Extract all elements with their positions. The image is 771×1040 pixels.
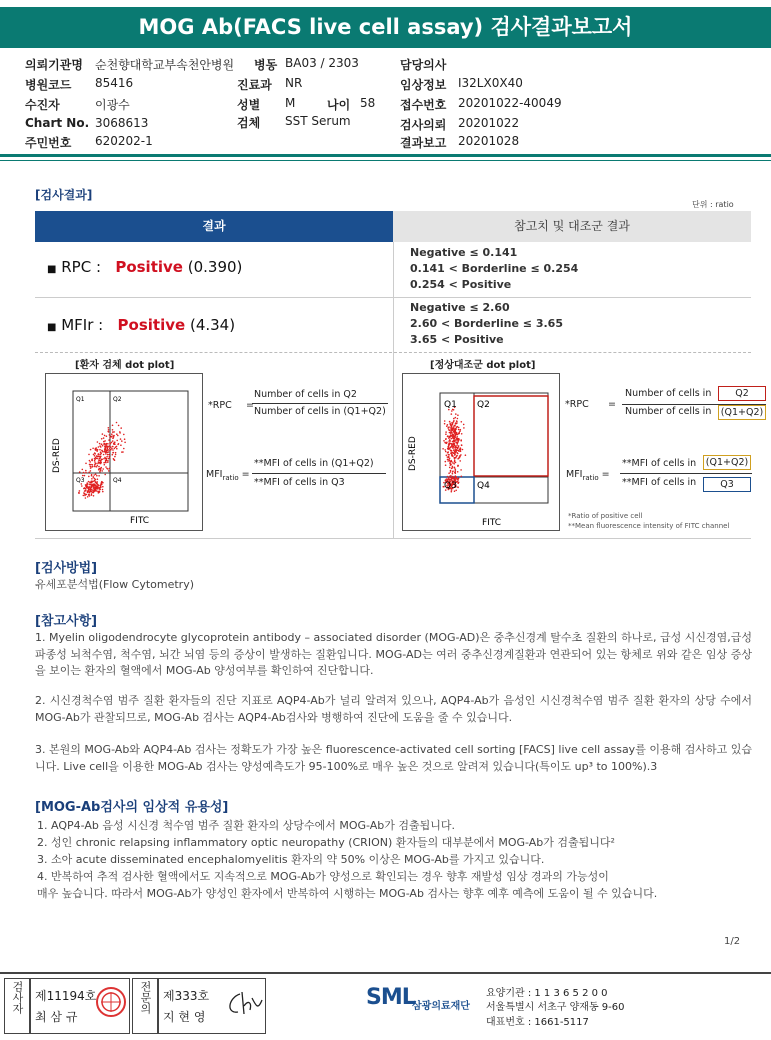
org-info-code: 요양기관 : 1 1 3 6 5 2 0 0 [486,988,608,999]
id-label: 주민번호 [25,136,72,150]
specimen-label: 검체 [237,116,261,130]
patient-rpc-label: *RPC [208,400,232,411]
clinical-title: [MOG-Ab검사의 임상적 유용성] [35,800,229,815]
age-value: 58 [360,96,376,110]
doctor-number: 제333호 [163,989,210,1003]
tester-label: 검사자 [11,981,24,1014]
rpc-ref-negative: Negative ≤ 0.141 [410,246,518,259]
rpc-label: RPC [61,258,92,276]
mfi-value: (4.34) [189,316,236,334]
control-q1-label: Q1 [444,400,457,410]
request-label: 검사의뢰 [400,118,447,132]
notes-title: [참고사항] [35,614,98,629]
note-mfi: **Mean fluorescence intensity of FITC channel [568,522,730,530]
patient-rpc-eq: = [246,400,254,411]
mfi-result: ■ MFIr : Positive (4.34) [47,316,236,334]
sex-label: 성별 [237,98,261,112]
patient-y-axis-label: DS-RED [52,438,62,473]
patient-rpc-numerator: Number of cells in Q2 [254,389,357,400]
tester-number: 제11194호 [35,989,97,1003]
method-text: 유세포분석법(Flow Cytometry) [35,578,195,591]
mfi-ref-borderline: 2.60 < Borderline ≤ 3.65 [410,317,563,330]
patient-mfi-numerator: **MFI of cells in (Q1+Q2) [254,458,374,469]
clinical-label: 임상정보 [400,78,447,92]
footer-divider [0,972,771,974]
org-info-address: 서울특별시 서초구 양재동 9-60 [486,1002,625,1013]
patient-mfi-fraction-line [252,473,386,474]
control-mfi-q1q2-box: (Q1+Q2) [703,455,751,470]
patient-q1-label: Q1 [76,396,85,403]
clinical-item: 2. 성인 chronic relapsing inflammatory optic neuropathy (CRION) 환자들의 대부분에서 MOG-Ab가 검출됩니다² [37,836,615,849]
mfi-ref-positive: 3.65 < Positive [410,333,504,346]
report-title: MOG Ab(FACS live cell assay) 검사결과보고서 [0,7,771,48]
report-label: 결과보고 [400,136,447,150]
control-q4-label: Q4 [477,481,490,491]
patient-q3-label: Q3 [76,477,85,484]
chart-label: Chart No. [25,116,90,130]
control-q2-label: Q2 [477,400,490,410]
control-rpc-eq: = [608,399,616,410]
control-plot-title: [정상대조군 dot plot] [430,360,536,371]
control-x-axis-label: FITC [482,518,502,528]
ward-value: BA03 / 2303 [285,56,359,70]
patient-mfi-label: $MFI_{ratio}$ = [206,469,250,482]
clinical-item: 매우 높습니다. 따라서 MOG-Ab가 양성인 환자에서 반복하여 시행하는 MOG-Ab 검사는 향후 예후 예측에 도움이 될 수 있습니다. [37,887,658,900]
tester-seal [95,986,127,1018]
chart-value: 3068613 [95,116,149,130]
dept-label: 진료과 [237,78,272,92]
name-value: 이광수 [95,98,130,112]
control-mfi-denominator: **MFI of cells in [622,477,697,488]
receipt-label: 접수번호 [400,98,447,112]
hospital-value: 순천향대학교부속천안병원 [95,58,235,72]
control-rpc-numerator: Number of cells in [625,388,712,399]
rpc-value: (0.390) [187,258,243,276]
control-mfi-numerator: **MFI of cells in [622,458,697,469]
note-paragraph-2: 2. 시신경척수염 범주 질환 환자들의 진단 지표로 AQP4-Ab가 널리 알려져 있으나, AQP4-Ab가 음성인 시신경척수염 범주 질환 환자의 상당 수에서 MOG-Ab가 관찰되므로, MOG-Ab 검사는 AQP4-Ab검사와 병행하여 진단에 도움을 줄 수 있습니다. [35,694,752,724]
reference-column-header: 참고치 및 대조군 결과 [393,211,751,242]
rpc-reference [410,245,578,293]
rpc-positive: Positive [115,258,183,276]
header-divider-thin [0,160,771,161]
unit-label: 단위 : ratio [692,200,734,209]
request-value: 20201022 [458,116,520,130]
age-label: 나이 [327,98,351,112]
name-label: 수진자 [25,98,60,112]
control-rpc-label: *RPC [565,399,589,410]
patient-x-axis-label: FITC [130,516,150,526]
control-q3-box: Q3 [703,477,751,492]
sml-logo: SML [366,985,415,1010]
tester-label-box [4,978,30,1034]
results-section-title: [검사결과] [35,188,93,202]
org-info-phone: 대표번호 : 1661-5117 [486,1017,589,1028]
dept-value: NR [285,76,303,90]
clinical-value: I32LX0X40 [458,76,523,90]
code-value: 85416 [95,76,134,90]
control-y-axis-label: DS-RED [408,436,418,471]
patient-rpc-fraction-line [252,403,388,404]
column-divider [393,242,394,538]
clinical-item: 4. 반복하여 추적 검사한 혈액에서도 지속적으로 MOG-Ab가 양성으로 확인되는 경우 향후 재발성 임상 경과의 가능성이 [37,870,609,883]
report-value: 20201028 [458,134,520,148]
clinical-item: 3. 소아 acute disseminated encephalomyelitis 환자의 약 50% 이상은 MOG-Ab를 가지고 있습니다. [37,853,545,866]
tester-name: 최 삼 규 [35,1010,78,1024]
result-column-header: 결과 [35,211,393,242]
rpc-result: ■ RPC : Positive (0.390) [47,258,243,276]
page-number: 1/2 [724,936,741,947]
hospital-label: 의뢰기관명 [25,58,83,72]
mfi-reference [410,300,563,348]
rpc-ref-positive: 0.254 < Positive [410,278,512,291]
patient-mfi-denominator: **MFI of cells in Q3 [254,477,345,488]
note-ratio: *Ratio of positive cell [568,512,643,520]
control-q3-label: Q3 [444,481,457,491]
header-divider [0,154,771,157]
control-q1q2-box: (Q1+Q2) [718,405,766,420]
mfi-positive: Positive [117,316,186,334]
clinical-item: 1. AQP4-Ab 음성 시신경 척수염 범주 질환 환자의 상당수에서 MOG-Ab가 검출됩니다. [37,819,455,832]
patient-q2-label: Q2 [113,396,122,403]
note-paragraph-3: 3. 본원의 MOG-Ab와 AQP4-Ab 검사는 정확도가 가장 높은 fluorescence-activated cell sorting [FACS] live cell assay를 이용해 검사하고 있습니다. Live cell을 이용한 MOG-Ab 검사는 양성예측도가 95-100%로 매우 높은 것으로 알려져 있습니다(특이도 up³ to 100%).3 [35,743,752,773]
org-name: 삼광의료재단 [412,1001,470,1012]
doctor-label: 전문의 [139,981,152,1014]
method-title: [검사방법] [35,561,98,576]
note-paragraph-1: 1. Myelin oligodendrocyte glycoprotein antibody – associated disorder (MOG-AD)은 중추신경계 탈수초 질환의 하나로, 급성 시신경염,급성파종성 뇌척수염, 척수염, 뇌간 뇌염 등의 증상이 발생하는 질환입니다. MOG-AD는 여러 중추신경계질환과 연관되어 있는 항체로 위와 같은 임상 증상을 보이는 환자의 혈액에서 MOG-Ab 양성여부를 확인하여 진단합니다. [35,631,752,677]
rpc-ref-borderline: 0.141 < Borderline ≤ 0.254 [410,262,579,275]
doctor-name: 지 현 영 [163,1010,206,1024]
control-mfi-fraction-line [620,473,752,474]
control-q2-box: Q2 [718,386,766,401]
doctor-signature [222,988,264,1020]
code-label: 병원코드 [25,78,72,92]
results-bottom-line [35,538,751,539]
patient-q4-label: Q4 [113,477,122,484]
patient-plot-title: [환자 검체 dot plot] [75,360,175,371]
receipt-value: 20201022-40049 [458,96,562,110]
patient-rpc-denominator: Number of cells in (Q1+Q2) [254,406,386,417]
doctor-label-box [132,978,158,1034]
control-mfi-label: $MFI_{ratio}$ = [566,469,610,482]
mfi-label: MFIr [61,316,94,334]
doctor-label: 담당의사 [400,58,447,72]
ward-label: 병동 [254,58,278,72]
sex-value: M [285,96,296,110]
mfi-ref-negative: Negative ≤ 2.60 [410,301,510,314]
control-dot-plot [402,373,560,531]
control-rpc-denominator: Number of cells in [625,406,712,417]
id-value: 620202-1 [95,134,153,148]
patient-dot-plot [45,373,203,531]
specimen-value: SST Serum [285,114,351,128]
